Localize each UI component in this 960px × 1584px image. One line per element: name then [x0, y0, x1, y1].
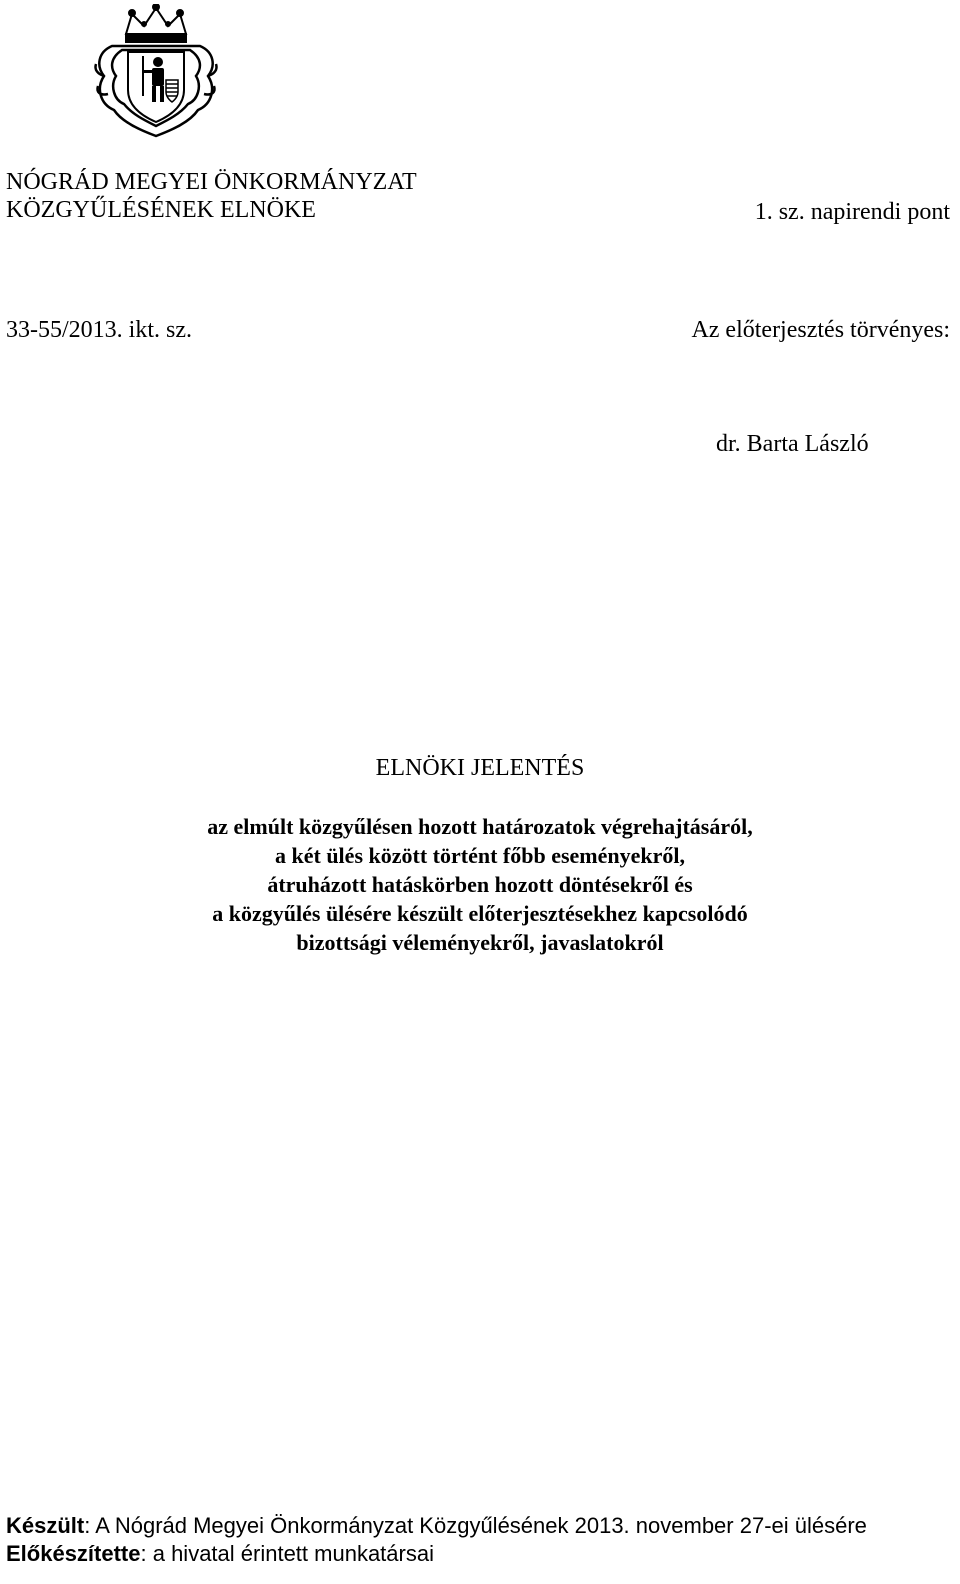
report-subject	[0, 812, 960, 957]
legality-signer: dr. Barta László	[716, 431, 869, 457]
footer-block	[6, 1512, 867, 1568]
coat-of-arms-icon	[92, 4, 220, 138]
prepared-line	[6, 1512, 867, 1540]
prepared-value: : A Nógrád Megyei Önkormányzat Közgyűlésének 2013. november 27-ei ülésére	[84, 1513, 867, 1538]
issuer-line-1: NÓGRÁD MEGYEI ÖNKORMÁNYZAT	[6, 169, 417, 195]
preparer-line	[6, 1540, 867, 1568]
subject-line: a két ülés között történt főbb eseményekről,	[275, 843, 685, 868]
issuer-block	[6, 168, 417, 224]
report-title: ELNÖKI JELENTÉS	[375, 755, 585, 781]
issuer-line-2: KÖZGYŰLÉSÉNEK ELNÖKE	[6, 197, 316, 223]
subject-line: a közgyűlés ülésére készült előterjesztésekhez kapcsolódó	[212, 901, 748, 926]
agenda-item: 1. sz. napirendi pont	[754, 199, 950, 225]
preparer-value: : a hivatal érintett munkatársai	[140, 1541, 434, 1566]
registration-number: 33-55/2013. ikt. sz.	[6, 317, 192, 343]
subject-line: átruházott hatáskörben hozott döntésekről és	[267, 872, 693, 897]
legality-label: Az előterjesztés törvényes:	[691, 317, 950, 343]
subject-line: bizottsági véleményekről, javaslatokról	[296, 930, 664, 955]
prepared-label: Készült	[6, 1513, 85, 1538]
subject-line: az elmúlt közgyűlésen hozott határozatok végrehajtásáról,	[207, 814, 753, 839]
preparer-label: Előkészítette	[6, 1541, 141, 1566]
